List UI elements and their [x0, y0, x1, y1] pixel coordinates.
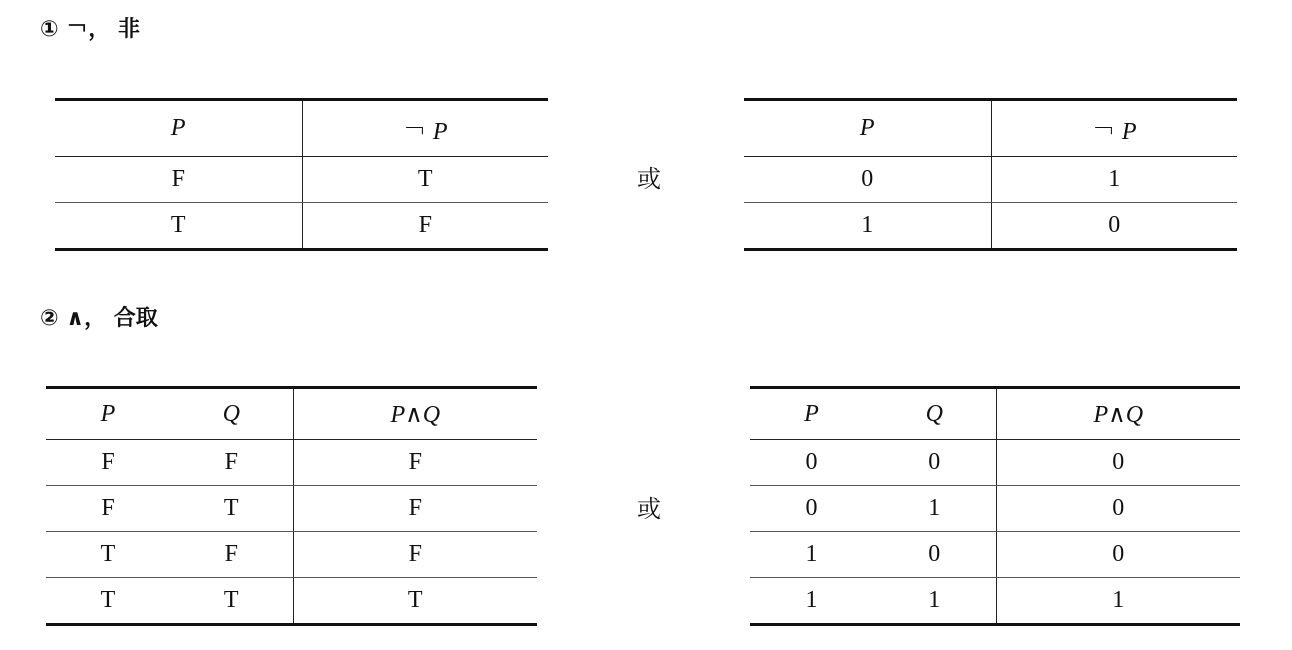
conjunction-truth-table-binary: [750, 386, 1240, 626]
table-cell: F: [170, 532, 293, 578]
table-cell: 0: [991, 203, 1237, 250]
table-header-row: [46, 388, 537, 440]
column-header-p-and-q: P∧Q: [996, 388, 1240, 440]
table-row: [744, 157, 1237, 203]
table-cell: T: [46, 532, 170, 578]
column-header-not-p: [991, 100, 1237, 157]
table-header-row: [750, 388, 1240, 440]
table-row: [750, 440, 1240, 486]
table-cell: 0: [873, 440, 996, 486]
table-cell: F: [46, 440, 170, 486]
or-connector-label: 或: [637, 495, 661, 523]
table-cell: 0: [996, 486, 1240, 532]
table-cell: T: [170, 486, 293, 532]
table-cell: 1: [861, 212, 874, 238]
column-header-var: P: [1115, 119, 1137, 145]
negation-symbol: ￢: [1091, 119, 1116, 145]
table-cell: F: [170, 440, 293, 486]
column-header-p: P: [46, 388, 170, 440]
table-cell: 0: [750, 440, 873, 486]
table-cell: F: [293, 532, 537, 578]
table-row: [750, 532, 1240, 578]
or-connector-label: 或: [637, 165, 661, 193]
table-row: [46, 440, 537, 486]
table-header-row: [55, 100, 548, 157]
table-cell: T: [100, 587, 116, 613]
table-cell: F: [302, 203, 548, 250]
negation-truth-table-binary: [744, 98, 1237, 251]
table-cell: T: [302, 157, 548, 203]
column-header-p: P: [750, 388, 873, 440]
table-row: [46, 532, 537, 578]
column-header-p: P: [55, 100, 302, 157]
table-cell: 0: [996, 532, 1240, 578]
negation-truth-table-tf: [55, 98, 548, 251]
table-cell: T: [170, 212, 186, 238]
table-row: [55, 157, 548, 203]
table-cell: 0: [744, 157, 991, 203]
column-header-q: Q: [873, 388, 996, 440]
section-heading-negation: ① ￢， 非: [40, 17, 140, 42]
table-cell: T: [293, 578, 537, 625]
column-header-not-p: [302, 100, 548, 157]
table-cell: F: [293, 440, 537, 486]
table-row: [744, 203, 1237, 250]
table-cell: T: [223, 587, 239, 613]
column-header-p-and-q: P∧Q: [293, 388, 537, 440]
section-heading-conjunction: ② ∧， 合取: [40, 306, 158, 331]
table-cell: 1: [750, 532, 873, 578]
column-header-p: P: [744, 100, 991, 157]
table-cell: 0: [996, 440, 1240, 486]
table-cell: 1: [805, 587, 818, 613]
table-header-row: [744, 100, 1237, 157]
table-row: [46, 486, 537, 532]
column-header-q: Q: [170, 388, 293, 440]
conjunction-truth-table-tf: [46, 386, 537, 626]
table-row: [55, 203, 548, 250]
table-row: [750, 578, 1240, 625]
table-cell: F: [46, 486, 170, 532]
table-cell: F: [55, 157, 302, 203]
negation-symbol: ￢: [402, 119, 427, 145]
column-header-var: P: [426, 119, 448, 145]
table-cell: 1: [928, 587, 941, 613]
table-cell: 1: [991, 157, 1237, 203]
table-cell: F: [293, 486, 537, 532]
table-row: [750, 486, 1240, 532]
table-cell: 0: [750, 486, 873, 532]
table-row: [46, 578, 537, 625]
table-cell: 1: [996, 578, 1240, 625]
table-cell: 0: [873, 532, 996, 578]
table-cell: 1: [873, 486, 996, 532]
